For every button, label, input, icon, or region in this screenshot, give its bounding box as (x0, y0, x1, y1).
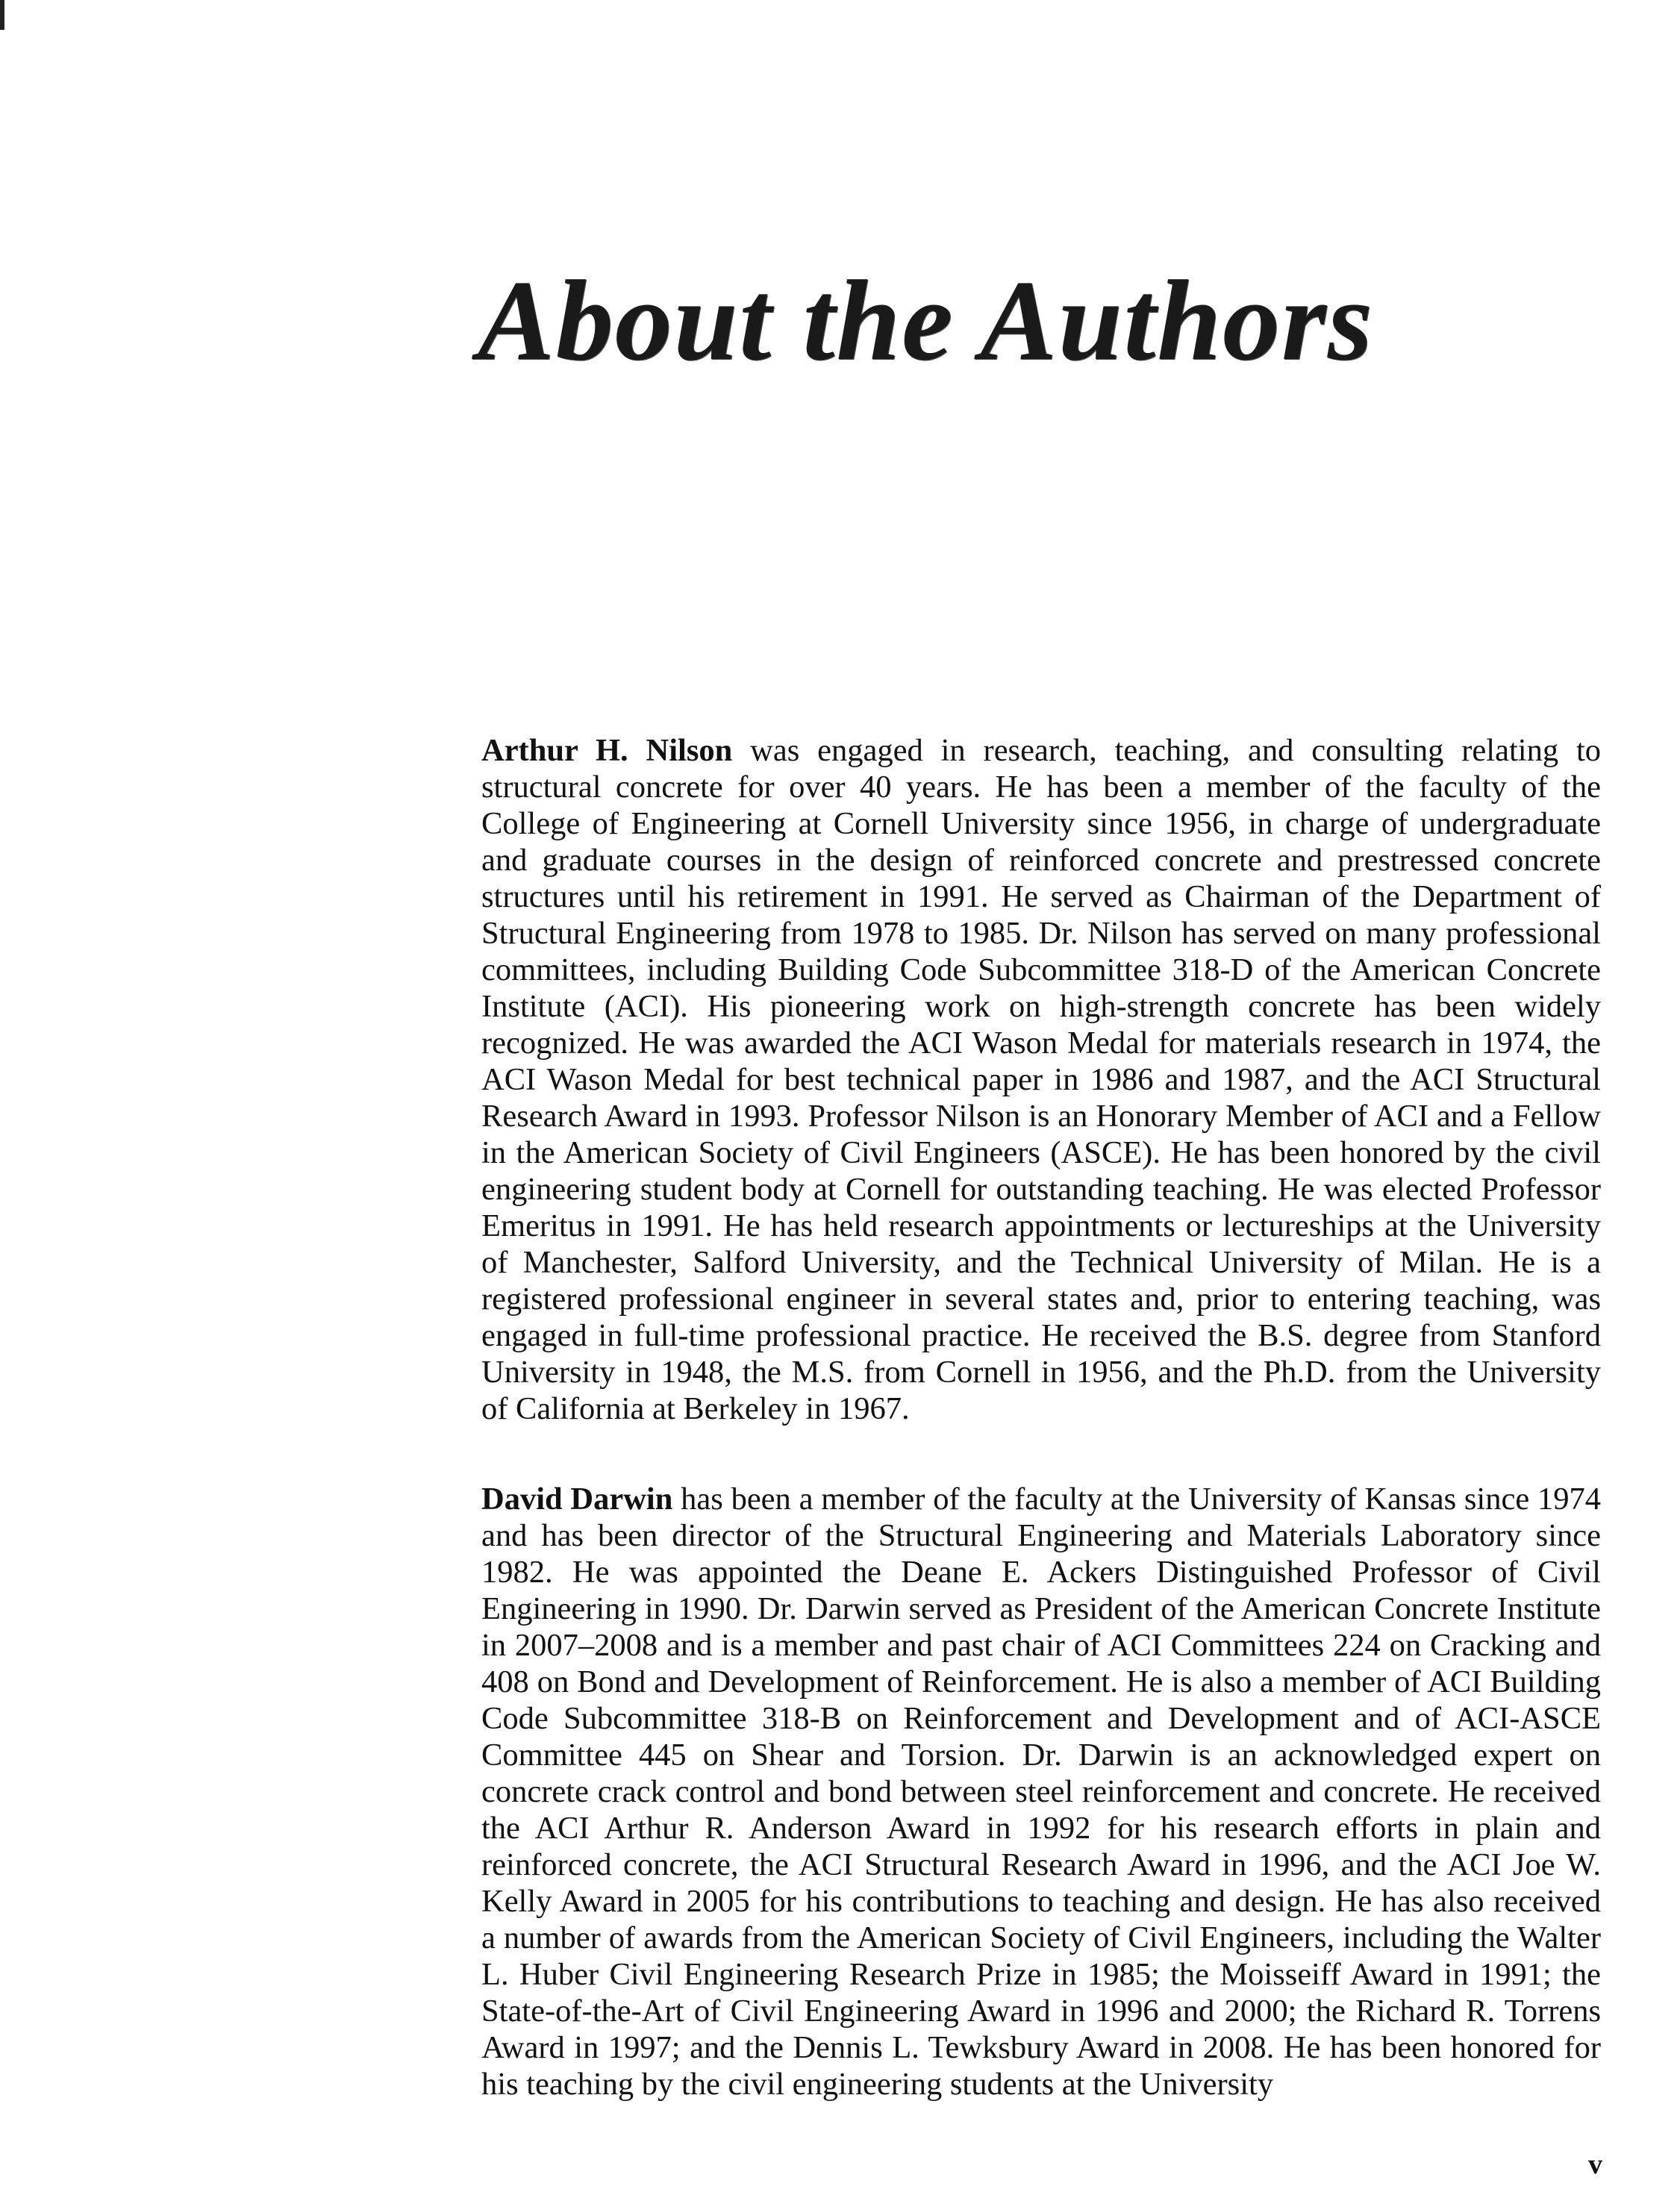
author-bio-text: was engaged in research, teaching, and consulting relating to structural concrete for over 40 years. He has been a member of the faculty of the College of Engineering at Cornell University since 1956, in charge of undergraduate and graduate courses in the design of reinforced concrete and prestressed concrete structures until his retirement in 1991. He served as Chairman of the Department of Structural Engineering from 1978 to 1985. Dr. Nilson has served on many professional committees, including Building Code Subcommittee 318-D of the American Concrete Institute (ACI). His pioneering work on high-strength concrete has been widely recognized. He was awarded the ACI Wason Medal for materials research in 1974, the ACI Wason Medal for best technical paper in 1986 and 1987, and the ACI Structural Research Award in 1993. Professor Nilson is an Honorary Member of ACI and a Fellow in the American Society of Civil Engineers (ASCE). He has been honored by the civil engineering student body at Cornell for outstanding teaching. He was elected Professor Emeritus in 1991. He has held research appointments or lectureships at the University of Manchester, Salford University, and the Technical University of Milan. He is a registered professional engineer in several states and, prior to entering teaching, was engaged in full-time professional practice. He received the B.S. degree from Stanford University in 1948, the M.S. from Cornell in 1956, and the Ph.D. from the University of California at Berkeley in 1967. (481, 732, 1602, 1426)
page-title: About the Authors (478, 257, 1374, 385)
author-name: Arthur H. Nilson (481, 732, 733, 768)
author-bio-nilson (481, 732, 1601, 1427)
author-name: David Darwin (481, 1481, 673, 1517)
scan-corner-mark (0, 0, 4, 30)
page-number: v (1588, 2149, 1602, 2180)
author-bio-darwin (481, 1481, 1601, 2102)
author-bio-text: has been a member of the faculty at the University of Kansas since 1974 and has been director of the Structural Engineering and Materials Laboratory since 1982. He was appointed the Deane E. Ackers Distinguished Professor of Civil Engineering in 1990. Dr. Darwin served as President of the American Concrete Institute in 2007–2008 and is a member and past chair of ACI Committees 224 on Cracking and 408 on Bond and Development of Reinforcement. He is also a member of ACI Building Code Subcommittee 318-B on Reinforcement and Development and of ACI-ASCE Committee 445 on Shear and Torsion. Dr. Darwin is an acknowledged expert on concrete crack control and bond between steel reinforcement and concrete. He received the ACI Arthur R. Anderson Award in 1992 for his research efforts in plain and reinforced concrete, the ACI Structural Research Award in 1996, and the ACI Joe W. Kelly Award in 2005 for his contributions to teaching and design. He has also received a number of awards from the American Society of Civil Engineers, including the Walter L. Huber Civil Engineering Research Prize in 1985; the Moisseiff Award in 1991; the State-of-the-Art of Civil Engineering Award in 1996 and 2000; the Richard R. Torrens Award in 1997; and the Dennis L. Tewksbury Award in 2008. He has been honored for his teaching by the civil engineering students at the University (481, 1481, 1601, 2102)
